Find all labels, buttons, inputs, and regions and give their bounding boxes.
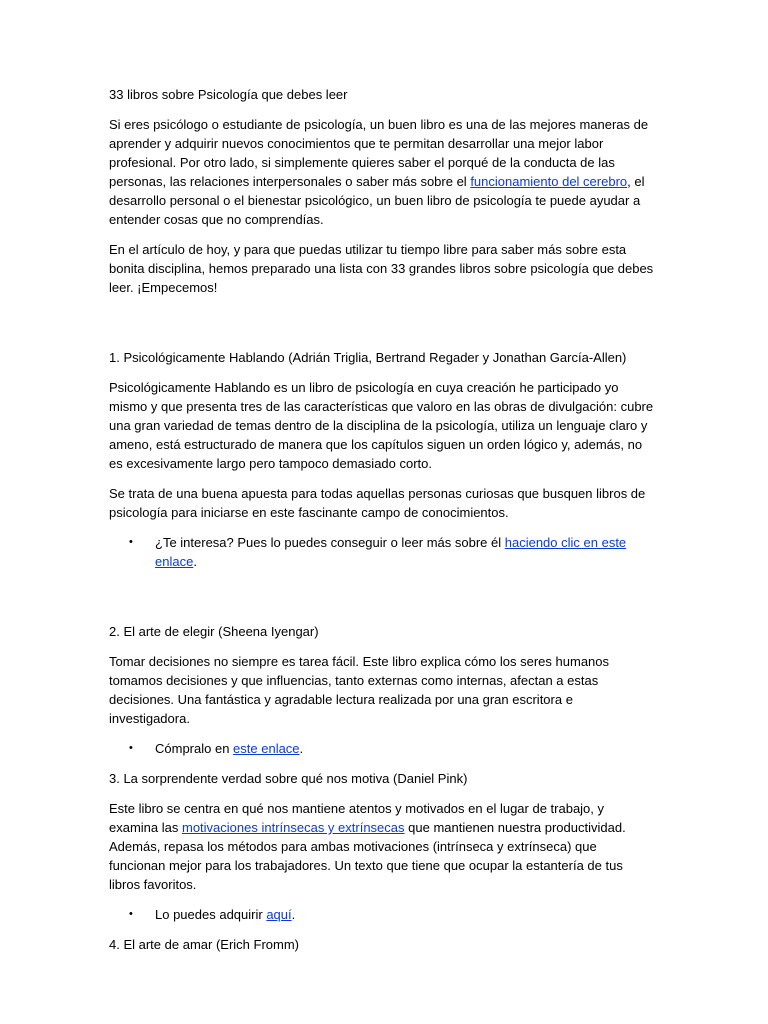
intro-text-after: , el desarrollo personal o el bienestar psicológico, un buen libro de psicología te puede ayudar a entender cosas que no comprendías. <box>109 174 645 227</box>
bullet-icon: • <box>129 742 133 754</box>
book-1-link[interactable]: haciendo clic en este enlace <box>155 535 627 569</box>
book-3-heading: 3. La sorprendente verdad sobre qué nos motiva (Daniel Pink) <box>109 771 468 786</box>
book-1-bullet <box>109 533 656 571</box>
book-3-text-after: que mantienen nuestra productividad. Además, repasa los métodos para ambas motivaciones (intrínseca y extrínseca) que funcionan mejor para los trabajadores. Un texto que tiene que ocupar la estantería de tus libros favoritos. <box>109 820 626 892</box>
intro-paragraph-1 <box>109 115 656 229</box>
book-3-bullet-text: Lo puedes adquirir <box>155 907 267 922</box>
book-1-bullet-end: . <box>193 554 197 569</box>
book-4-heading: 4. El arte de amar (Erich Fromm) <box>109 937 299 952</box>
book-1-bullet-text: ¿Te interesa? Pues lo puedes conseguir o leer más sobre él <box>155 535 505 550</box>
book-3-paragraph-1 <box>109 799 656 894</box>
book-3-link[interactable]: aquí <box>266 907 292 922</box>
intro-text-before: Si eres psicólogo o estudiante de psicología, un buen libro es una de las mejores maneras de aprender y adquirir nuevos conocimientos que te permitan desarrollar una mejor labor profesional. Por otro lado, si simplemente quieres saber el porqué de la conducta de las personas, las relaciones interpersonales o saber más sobre el <box>109 117 649 189</box>
intro-paragraph-2: En el artículo de hoy, y para que puedas utilizar tu tiempo libre para saber más sobre esta bonita disciplina, hemos preparado una lista con 33 grandes libros sobre psicología que debes leer. ¡Empecemos! <box>109 242 654 295</box>
book-1-heading: 1. Psicológicamente Hablando (Adrián Triglia, Bertrand Regader y Jonathan García-Allen) <box>109 350 627 365</box>
book-2-bullet-text: Cómpralo en <box>155 741 234 756</box>
book-2-bullet-end: . <box>299 741 304 756</box>
book-2-paragraph-1: Tomar decisiones no siempre es tarea fácil. Este libro explica cómo los seres humanos tomamos decisiones y que influencias, tanto externas como internas, afectan a estas decisiones. Una fantástica y agradable lectura realizada por una gran escritora e investigadora. <box>109 654 610 726</box>
book-1-paragraph-1: Psicológicamente Hablando es un libro de psicología en cuya creación he participado yo mismo y que presenta tres de las características que valoro en las obras de divulgación: cubre una gran variedad de temas dentro de la disciplina de la psicología, utiliza un lenguaje claro y ameno, está estructurado de manera que los capítulos siguen un orden lógico y, además, no es excesivamente largo pero tampoco demasiado corto. <box>109 380 654 471</box>
book-3-bullet-end: . <box>291 907 296 922</box>
book-2-heading: 2. El arte de elegir (Sheena Iyengar) <box>109 624 319 639</box>
brain-function-link[interactable]: funcionamiento del cerebro <box>470 174 628 189</box>
book-3-text-before: Este libro se centra en qué nos mantiene atentos y motivados en el lugar de trabajo, y examina las <box>109 801 605 835</box>
bullet-icon: • <box>129 536 133 548</box>
book-3-bullet <box>109 905 656 924</box>
bullet-icon: • <box>129 908 133 920</box>
book-2-bullet <box>109 739 656 758</box>
book-1-paragraph-2: Se trata de una buena apuesta para todas aquellas personas curiosas que busquen libros de psicología para iniciarse en este fascinante campo de conocimientos. <box>109 486 646 520</box>
book-2-link[interactable]: este enlace <box>233 741 300 756</box>
motivations-link[interactable]: motivaciones intrínsecas y extrínsecas <box>181 820 405 835</box>
page-title: 33 libros sobre Psicología que debes leer <box>109 87 348 102</box>
